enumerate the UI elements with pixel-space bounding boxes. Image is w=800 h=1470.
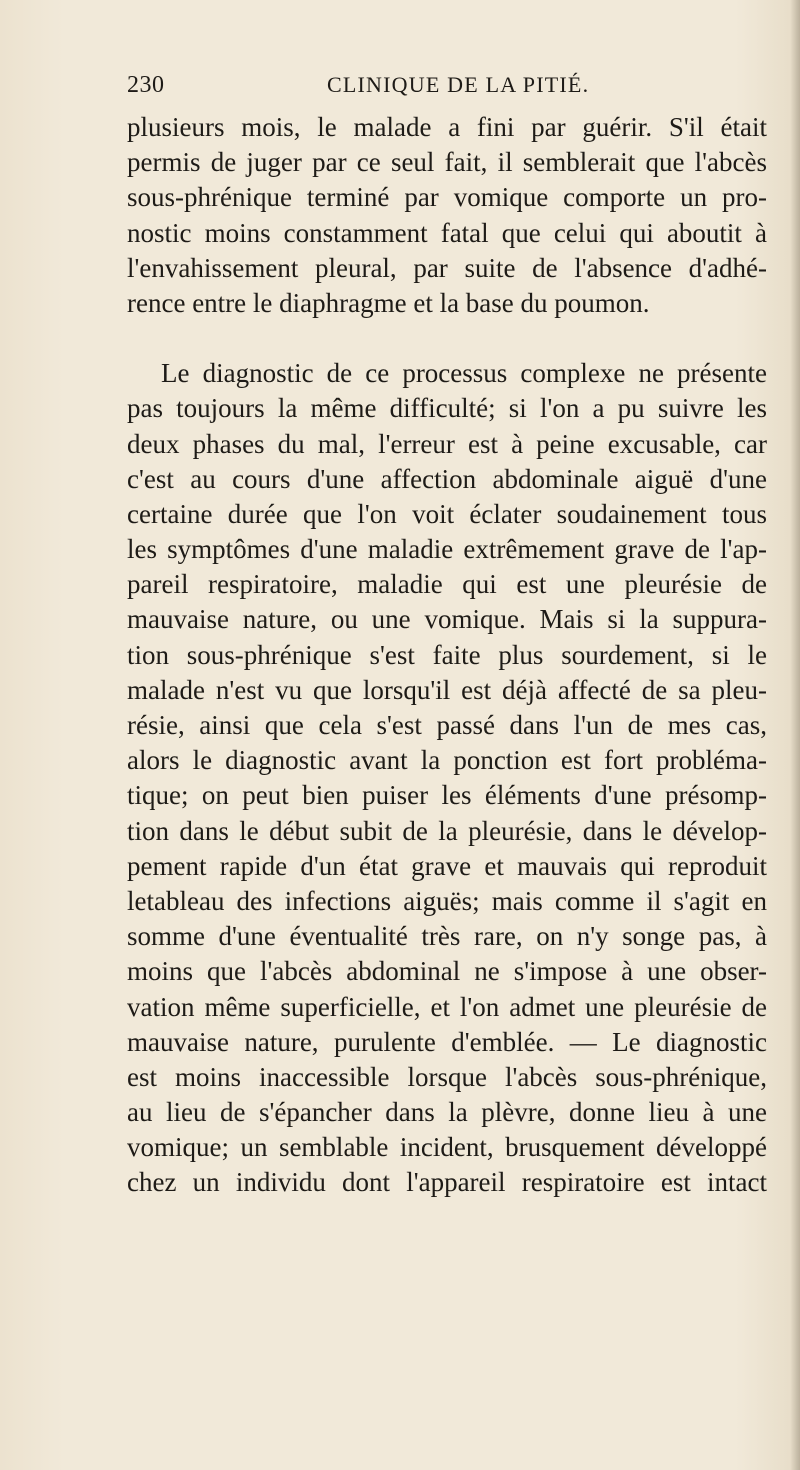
page-header (127, 72, 707, 112)
text-line: mauvaise nature, ou une vomique. Mais si la suppura- (127, 604, 767, 635)
text-line: au lieu de s'épancher dans la plèvre, donne lieu à une (127, 1097, 767, 1128)
text-line: tion sous-phrénique s'est faite plus sourdement, si le (127, 639, 767, 670)
text-line: certaine durée que l'on voit éclater soudainement tous (127, 498, 767, 529)
text-line: vation même superficielle, et l'on admet une pleurésie de (127, 991, 767, 1022)
text-line: moins que l'abcès abdominal ne s'impose à une obser- (127, 956, 767, 987)
text-line: c'est au cours d'une affection abdominale aiguë d'une (127, 463, 767, 494)
text-line: vomique; un semblable incident, brusquement développé (127, 1132, 767, 1163)
body-text (127, 110, 767, 1201)
text-line: tique; on peut bien puiser les éléments d'une présomp- (127, 780, 767, 811)
text-line: mauvaise nature, purulente d'emblée. — Le diagnostic (127, 1026, 767, 1057)
text-line: alors le diagnostic avant la ponction est fort probléma- (127, 745, 767, 776)
text-line: rence entre le diaphragme et la base du poumon. (127, 287, 650, 318)
text-line: pas toujours la même difficulté; si l'on a pu suivre les (127, 393, 767, 424)
paragraph-2 (127, 356, 767, 1201)
text-line: malade n'est vu que lorsqu'il est déjà affecté de sa pleu- (127, 674, 767, 705)
text-line: deux phases du mal, l'erreur est à peine excusable, car (127, 428, 767, 459)
text-line: somme d'une éventualité très rare, on n'y songe pas, à (127, 921, 767, 952)
text-line: chez un individu dont l'appareil respiratoire est intact (127, 1167, 767, 1198)
paragraph-1 (127, 110, 767, 321)
text-line: permis de juger par ce seul fait, il semblerait que l'abcès (127, 147, 767, 178)
running-head: CLINIQUE DE LA PITIÉ. (327, 72, 590, 97)
text-line: pareil respiratoire, maladie qui est une pleurésie de (127, 569, 767, 600)
text-line: letableau des infections aiguës; mais comme il s'agit en (127, 885, 767, 916)
page-number: 230 (127, 72, 165, 98)
text-line: est moins inaccessible lorsque l'abcès sous-phrénique, (127, 1061, 767, 1092)
page-edge-shadow (790, 0, 800, 1470)
text-line: les symptômes d'une maladie extrêmement grave de l'ap- (127, 534, 767, 565)
paragraph-gap (127, 321, 767, 356)
text-line: tion dans le début subit de la pleurésie, dans le dévelop- (127, 815, 767, 846)
text-line: Le diagnostic de ce processus complexe ne présente (161, 358, 767, 389)
text-line: pement rapide d'un état grave et mauvais qui reproduit (127, 850, 767, 881)
text-line: résie, ainsi que cela s'est passé dans l'un de mes cas, (127, 710, 767, 740)
text-line: l'envahissement pleural, par suite de l'absence d'adhé- (127, 252, 767, 283)
text-line: sous-phrénique terminé par vomique comporte un pro- (127, 182, 767, 213)
text-line: nostic moins constamment fatal que celui qui aboutit à (127, 217, 767, 248)
text-line: plusieurs mois, le malade a fini par guérir. S'il était (127, 112, 767, 142)
